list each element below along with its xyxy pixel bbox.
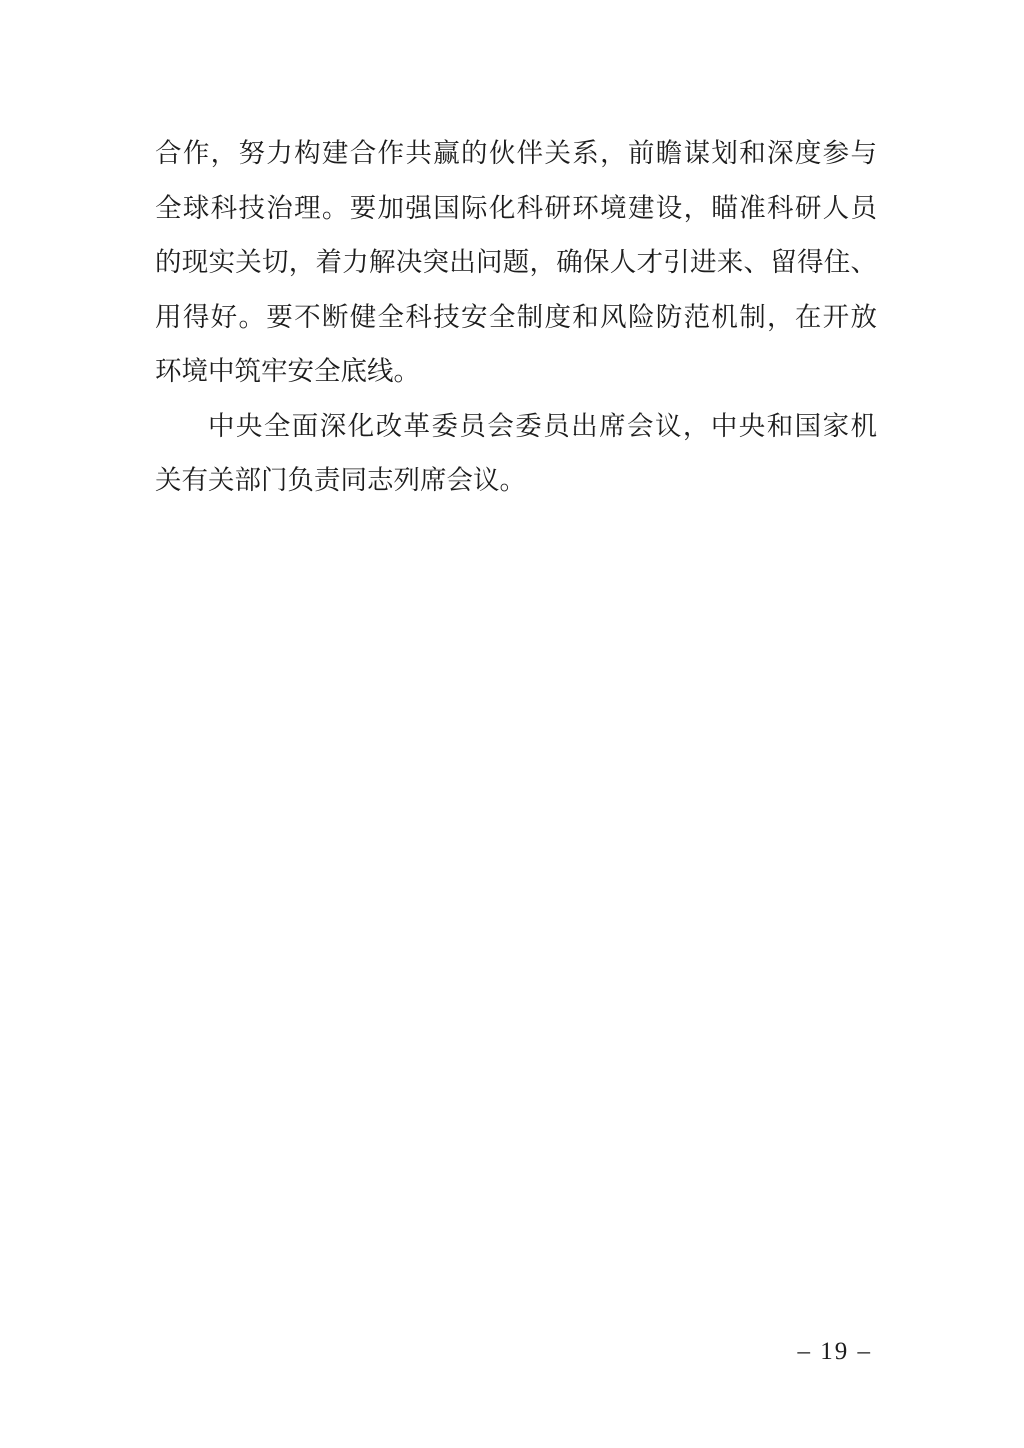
page-number: – 19 – (797, 1338, 872, 1365)
text-line: 关有关部门负责同志列席会议。 (155, 465, 526, 495)
text-line: 中央全面深化改革委员会委员出席会议，中央和国家机 (208, 410, 877, 441)
text-line: 的现实关切，着力解决突出问题，确保人才引进来、留得住、 (155, 247, 877, 277)
text-line: 合作，努力构建合作共赢的伙伴关系，前瞻谋划和深度参与 (155, 138, 877, 168)
text-line: 全球科技治理。要加强国际化科研环境建设，瞄准科研人员 (155, 192, 877, 223)
body-text (155, 126, 877, 508)
text-line: 环境中筑牢安全底线。 (155, 356, 420, 386)
text-line: 用得好。要不断健全科技安全制度和风险防范机制，在开放 (155, 301, 877, 332)
